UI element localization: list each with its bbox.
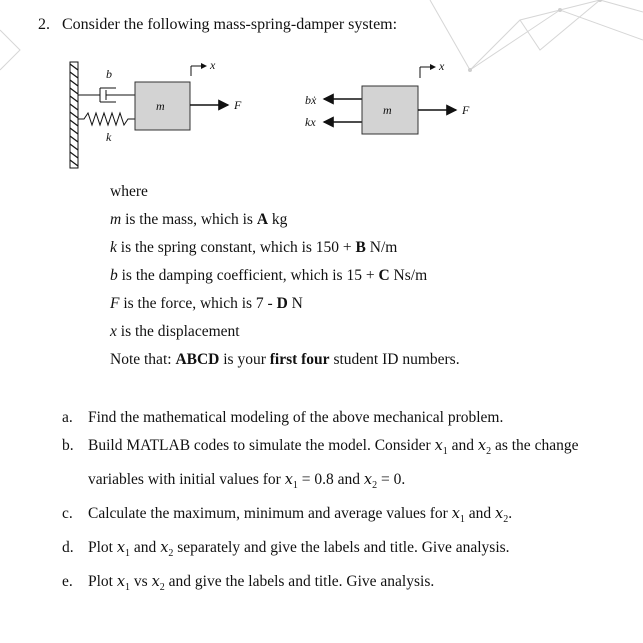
spring-label: k: [106, 130, 112, 144]
task-e: e. Plot $x_1$ vs $x_2$ and give the labels and title. Give analysis.: [62, 573, 435, 594]
free-body-force-label: F: [462, 103, 470, 117]
student-id-note: Note that: ABCD is your first four student ID numbers.: [110, 351, 460, 368]
def-mass: m is the mass, which is A kg: [110, 211, 288, 228]
force-label: F: [234, 98, 242, 112]
task-c: c. Calculate the maximum, minimum and average values for $x_1$ and $x_2$.: [62, 505, 513, 526]
spring-force-label: kx: [305, 115, 316, 129]
damper: [78, 88, 135, 102]
task-a: a. Find the mathematical modeling of the above mechanical problem.: [62, 409, 504, 426]
question-text: Consider the following mass-spring-damper system:: [62, 16, 398, 33]
where-label: where: [110, 183, 148, 200]
free-body-displacement-indicator: [420, 67, 435, 78]
spring: [78, 113, 135, 125]
question-number: 2.: [38, 16, 50, 33]
displacement-indicator: [191, 66, 206, 76]
def-force: F is the force, which is 7 - D N: [110, 295, 303, 312]
task-list: [62, 404, 632, 602]
def-damping-coefficient: b is the damping coefficient, which is 15 + C Ns/m: [110, 267, 428, 284]
def-displacement: x is the displacement: [110, 323, 240, 340]
task-b: b. Build MATLAB codes to simulate the model. Consider $x_1$ and $x_2$ as the change variables with initial values for $x_1 = 0.8$ and $x_2 = 0$.: [62, 437, 579, 492]
def-spring-constant: k is the spring constant, which is 150 + B N/m: [110, 239, 398, 256]
displacement-label: x: [210, 58, 216, 72]
mass-label: m: [156, 99, 165, 113]
damping-force-label: bẋ: [305, 93, 317, 107]
wall: [70, 62, 78, 168]
task-d: d. Plot $x_1$ and $x_2$ separately and give the labels and title. Give analysis.: [62, 539, 510, 560]
free-body-displacement-label: x: [439, 59, 445, 73]
definitions: [110, 182, 460, 378]
damper-label: b: [106, 67, 112, 81]
free-body-mass-label: m: [383, 103, 392, 117]
